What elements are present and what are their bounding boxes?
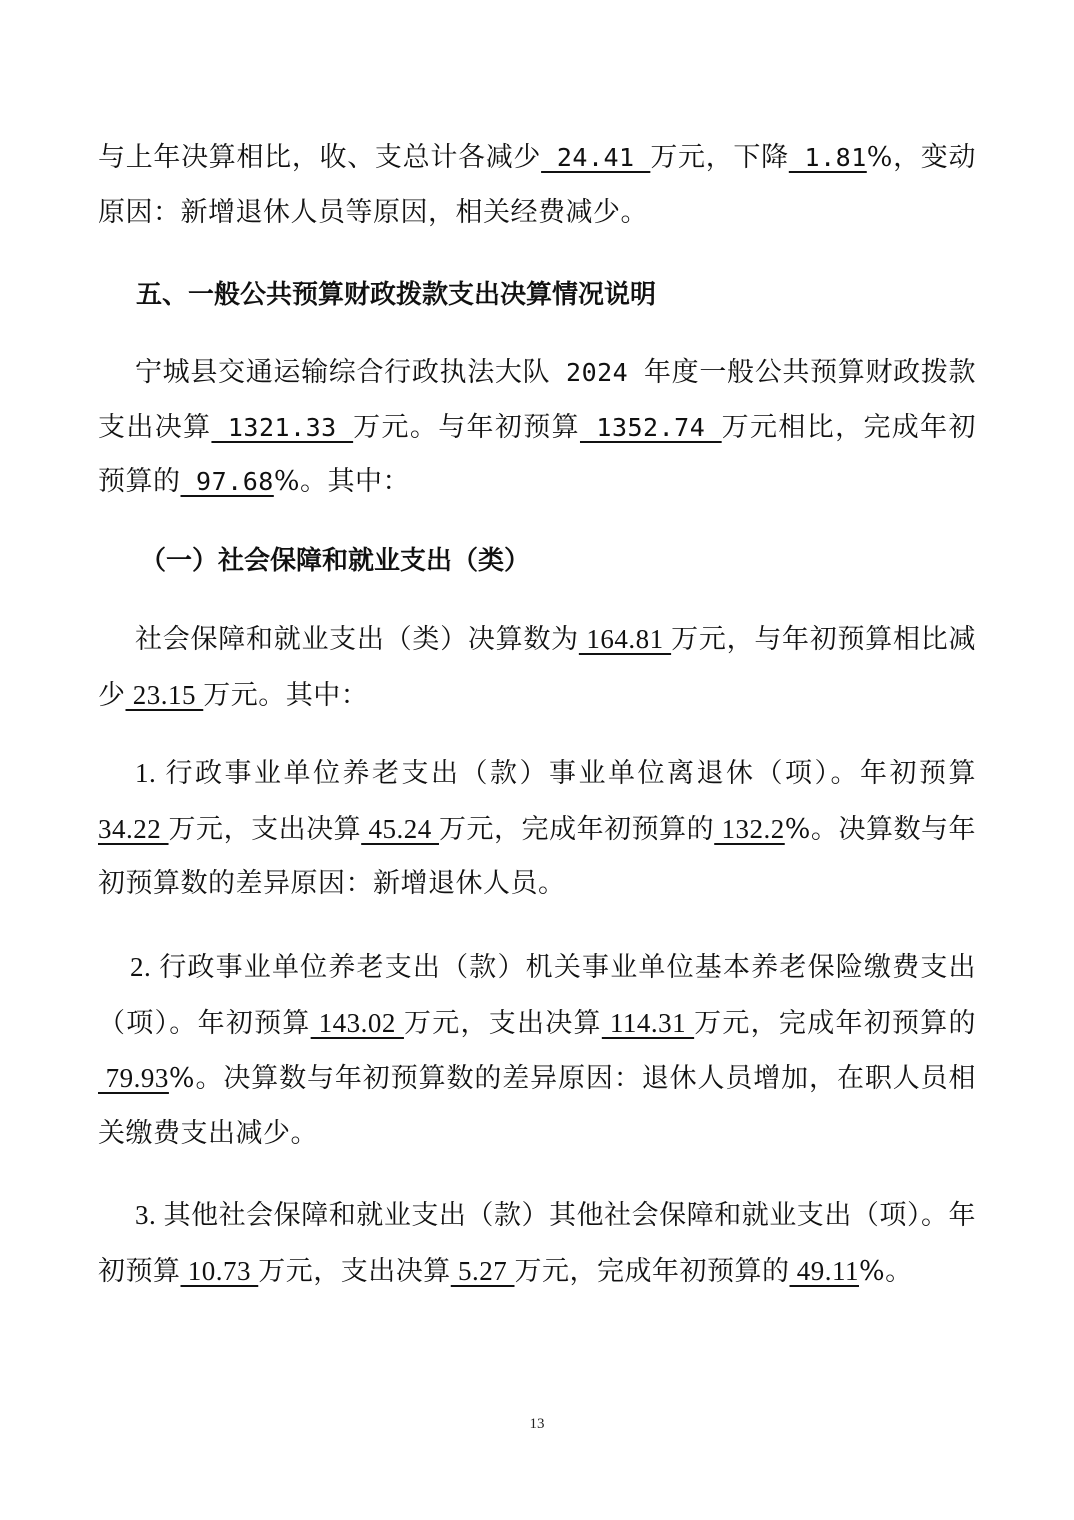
document-page xyxy=(98,0,976,1520)
text: 万元，支出决算 xyxy=(258,1255,451,1287)
value-decrease-percent: 1.81 xyxy=(788,143,867,172)
list-item-2 xyxy=(98,940,976,1161)
value-initial-budget: 143.02 xyxy=(310,1007,404,1038)
item-number: 2. xyxy=(130,952,160,982)
value-final-accounts: 45.24 xyxy=(361,813,439,844)
list-item-3 xyxy=(98,1188,976,1299)
value-completion-rate: 79.93 xyxy=(98,1063,169,1093)
value-completion-rate: 49.11 xyxy=(789,1255,859,1286)
text: %。 xyxy=(859,1255,913,1287)
text: 宁城县交通运输综合行政执法大队 xyxy=(135,357,551,388)
value-completion-rate: 97.68 xyxy=(180,467,274,496)
text: 万元，支出决算 xyxy=(403,1007,602,1039)
text: 行政事业单位养老支出（款）事业单位离退休（项）。年初预算 xyxy=(165,758,976,789)
value-initial-budget: 1352.74 xyxy=(579,412,722,442)
paragraph-general-budget xyxy=(98,346,976,510)
list-item-1 xyxy=(98,746,976,912)
section-heading-five: 五、一般公共预算财政拨款支出决算情况说明 xyxy=(136,280,657,310)
text: 其他社会保障和就业支出（款）其他社会保障和就业支出（项）。年初预算 xyxy=(98,1200,977,1287)
text: 万元，下降 xyxy=(650,142,789,173)
value-final-accounts: 164.81 xyxy=(578,624,672,654)
value-initial-budget: 34.22 xyxy=(98,813,169,844)
value-initial-budget: 10.73 xyxy=(180,1255,259,1286)
subsection-heading-social-security: （一）社会保障和就业支出（类） xyxy=(140,546,531,576)
text: 万元，与年初预算相比减少 xyxy=(98,624,977,711)
text: 行政事业单位养老支出（款）机关事业单位基本养老保险缴费支出（项）。年初预算 xyxy=(98,952,977,1039)
text: 万元，完成年初预算的 xyxy=(694,1007,977,1039)
text: 与上年决算相比，收、支总计各减少 xyxy=(98,142,542,173)
item-number: 1. xyxy=(135,758,166,788)
value-final-accounts: 114.31 xyxy=(601,1007,695,1038)
value-year: 2024 xyxy=(550,358,644,387)
text: 万元。其中： xyxy=(203,679,369,711)
text: 社会保障和就业支出（类）决算数为 xyxy=(135,624,579,655)
paragraph-summary-change xyxy=(98,131,976,240)
value-final-accounts: 5.27 xyxy=(450,1255,515,1286)
text: 万元。与年初预算 xyxy=(353,411,580,443)
text: 年度一般公共预算财政拨款支出决算 xyxy=(98,357,977,443)
value-completion-rate: 132.2 xyxy=(714,813,785,844)
text: %。其中： xyxy=(273,466,410,497)
text: 万元相比，完成年初预算的 xyxy=(98,411,977,497)
text: %，变动原因：新增退休人员等原因，相关经费减少。 xyxy=(98,142,977,228)
value-final-accounts: 1321.33 xyxy=(211,412,354,442)
value-decrease-amount: 23.15 xyxy=(125,679,204,710)
page-number: 13 xyxy=(529,1416,545,1432)
item-number: 3. xyxy=(135,1200,164,1230)
text: 万元，支出决算 xyxy=(168,813,362,845)
text: 万元，完成年初预算的 xyxy=(514,1255,790,1287)
value-decrease-amount: 24.41 xyxy=(541,143,651,172)
paragraph-social-security xyxy=(98,612,976,723)
text: 万元，完成年初预算的 xyxy=(438,813,715,845)
text: %。决算数与年初预算数的差异原因：退休人员增加，在职人员相关缴费支出减少。 xyxy=(98,1063,977,1149)
text: %。决算数与年初预算数的差异原因：新增退休人员。 xyxy=(98,813,977,899)
